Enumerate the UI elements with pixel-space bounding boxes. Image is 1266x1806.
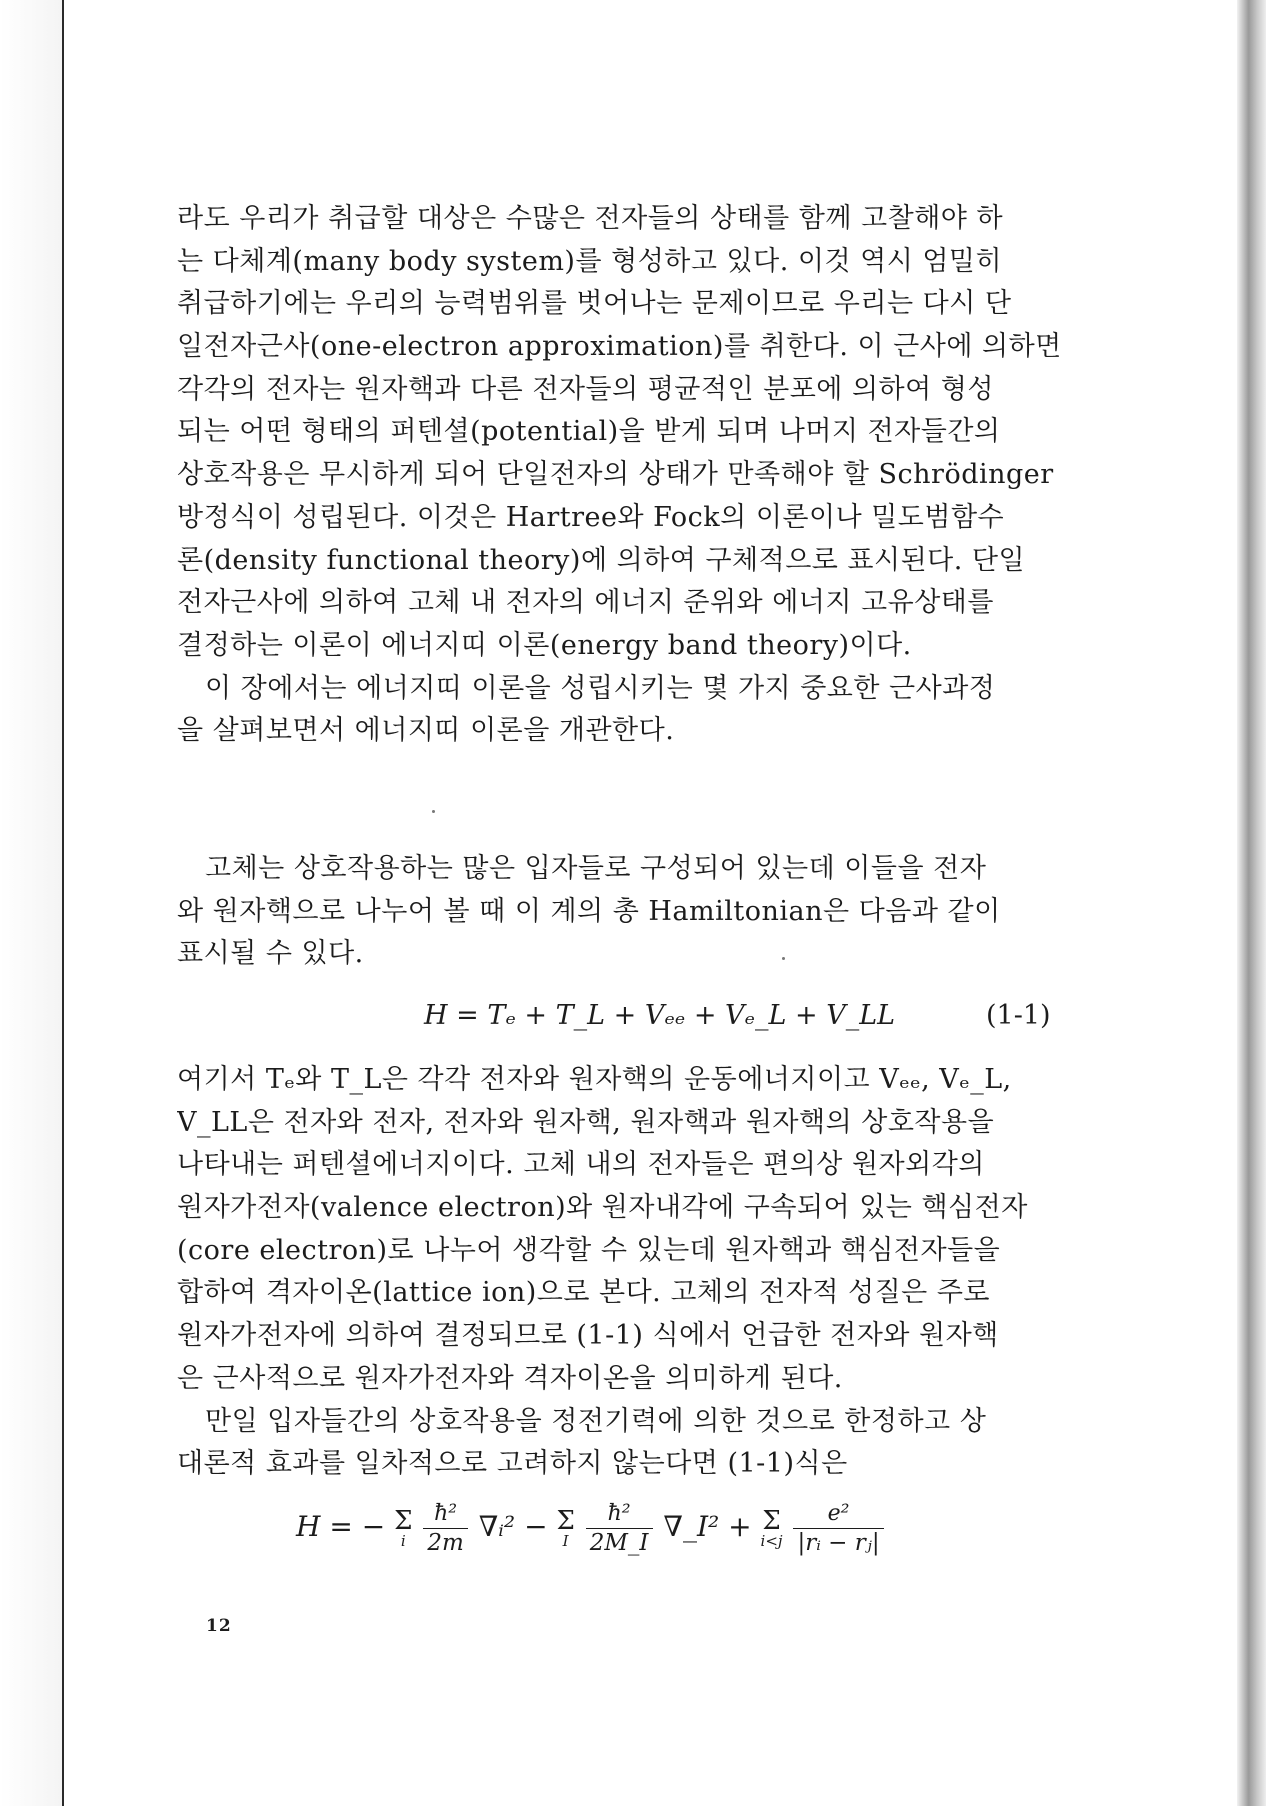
plus-sign: + [728, 1510, 752, 1543]
paragraph-explanation [177, 1059, 1081, 1486]
page-edge-right [1237, 0, 1266, 1806]
text-line: 결정하는 이론이 에너지띠 이론(energy band theory)이다. [177, 629, 912, 661]
fraction-denominator: 2m [427, 1530, 464, 1556]
text-line: 각각의 전자는 원자핵과 다른 전자들의 평균적인 분포에 의하여 형성 [177, 373, 994, 405]
text-line: 여기서 Tₑ와 T_L은 각각 전자와 원자핵의 운동에너지이고 Vₑₑ, Vₑ_L, [177, 1064, 1012, 1095]
text-line: 고체는 상호작용하는 많은 입자들로 구성되어 있는데 이들을 전자 [205, 853, 987, 884]
summation-nuclei: Σ I [556, 1505, 575, 1550]
paragraph-hamiltonian-intro [177, 848, 1081, 976]
text-line: 나타내는 퍼텐셜에너지이다. 고체 내의 전자들은 편의상 원자외각의 [177, 1149, 985, 1181]
text-line: 전자근사에 의하여 고체 내 전자의 에너지 준위와 에너지 고유상태를 [177, 587, 994, 619]
summation-index: I [562, 1531, 569, 1550]
print-speck [782, 957, 785, 960]
laplacian-term: ∇ᵢ² [478, 1510, 516, 1543]
equation-lhs: H [296, 1510, 321, 1543]
text-line: 만일 입자들간의 상호작용을 정전기력에 의한 것으로 한정하고 상 [205, 1405, 987, 1437]
text-line: 론(density functional theory)에 의하여 구체적으로 표시된다. 단일 [177, 544, 1026, 576]
equation-hamiltonian [296, 1500, 886, 1557]
summation-pairs: Σ i<j [760, 1505, 783, 1550]
fraction-denominator: 2M_I [589, 1530, 649, 1556]
text-line: 원자가전자에 의하여 결정되므로 (1-1) 식에서 언급한 전자와 원자핵 [177, 1320, 999, 1352]
page-number: 12 [206, 1616, 232, 1636]
text-line: (core electron)로 나누어 생각할 수 있는데 원자핵과 핵심전자들을 [177, 1234, 1001, 1266]
text-line: 대론적 효과를 일차적으로 고려하지 않는다면 (1-1)식은 [177, 1448, 848, 1480]
fraction-numerator: ħ² [423, 1500, 467, 1529]
text-line: 라도 우리가 취급할 대상은 수많은 전자들의 상태를 함께 고찰해야 하 [177, 203, 1004, 234]
fraction-nuclear-kinetic [586, 1500, 653, 1557]
text-line: 상호작용은 무시하게 되어 단일전자의 상태가 만족해야 할 Schrödinger [177, 459, 1054, 491]
text-line: 일전자근사(one-electron approximation)를 취한다. 이 근사에 의하면 [177, 331, 1062, 363]
equation-number: (1-1) [986, 1000, 1051, 1031]
text-line: 와 원자핵으로 나누어 볼 때 이 계의 총 Hamiltonian은 다음과 같이 [177, 895, 1001, 927]
text-line: 방정식이 성립된다. 이것은 Hartree와 Fock의 이론이나 밀도범함수 [177, 501, 1005, 533]
fraction-electron-kinetic [423, 1500, 467, 1557]
fraction-numerator: e² [793, 1500, 883, 1529]
summation-index: i<j [760, 1531, 783, 1550]
fraction-coulomb [793, 1500, 883, 1557]
text-line: 표시될 수 있다. [177, 938, 364, 970]
text-line: 원자가전자(valence electron)와 원자내각에 구속되어 있는 핵심전자 [177, 1192, 1028, 1224]
equals-sign: = [329, 1510, 353, 1543]
fraction-denominator: |rᵢ − rⱼ| [797, 1530, 880, 1556]
text-line: 는 다체계(many body system)를 형성하고 있다. 이것 역시 엄밀히 [177, 245, 1003, 277]
equation-rhs: = Tₑ + T_L + Vₑₑ + Vₑ_L + V_LL [456, 1000, 896, 1031]
print-speck [432, 810, 435, 813]
minus-sign: − [361, 1510, 386, 1543]
text-line: V_LL은 전자와 전자, 전자와 원자핵, 원자핵과 원자핵의 상호작용을 [177, 1106, 995, 1138]
laplacian-term: ∇_I² [663, 1510, 720, 1543]
fraction-numerator: ħ² [586, 1500, 653, 1529]
text-line: 이 장에서는 에너지띠 이론을 성립시키는 몇 가지 중요한 근사과정 [205, 672, 996, 704]
text-line: 합하여 격자이온(lattice ion)으로 본다. 고체의 전자적 성질은 주로 [177, 1277, 990, 1309]
minus-sign: − [524, 1510, 548, 1543]
summation-electrons: Σ i [394, 1505, 413, 1550]
equation-lhs: H [424, 1000, 448, 1031]
text-line: 되는 어떤 형태의 퍼텐셜(potential)을 받게 되며 나머지 전자들간의 [177, 416, 1001, 448]
text-line: 취급하기에는 우리의 능력범위를 벗어나는 문제이므로 우리는 다시 단 [177, 288, 1012, 320]
page-gutter-left [0, 0, 62, 1806]
paragraph-intro [177, 198, 1081, 753]
summation-index: i [400, 1531, 406, 1550]
text-line: 은 근사적으로 원자가전자와 격자이온을 의미하게 된다. [177, 1362, 843, 1394]
equation-1-1 [424, 1000, 895, 1031]
text-line: 을 살펴보면서 에너지띠 이론을 개관한다. [177, 715, 675, 747]
